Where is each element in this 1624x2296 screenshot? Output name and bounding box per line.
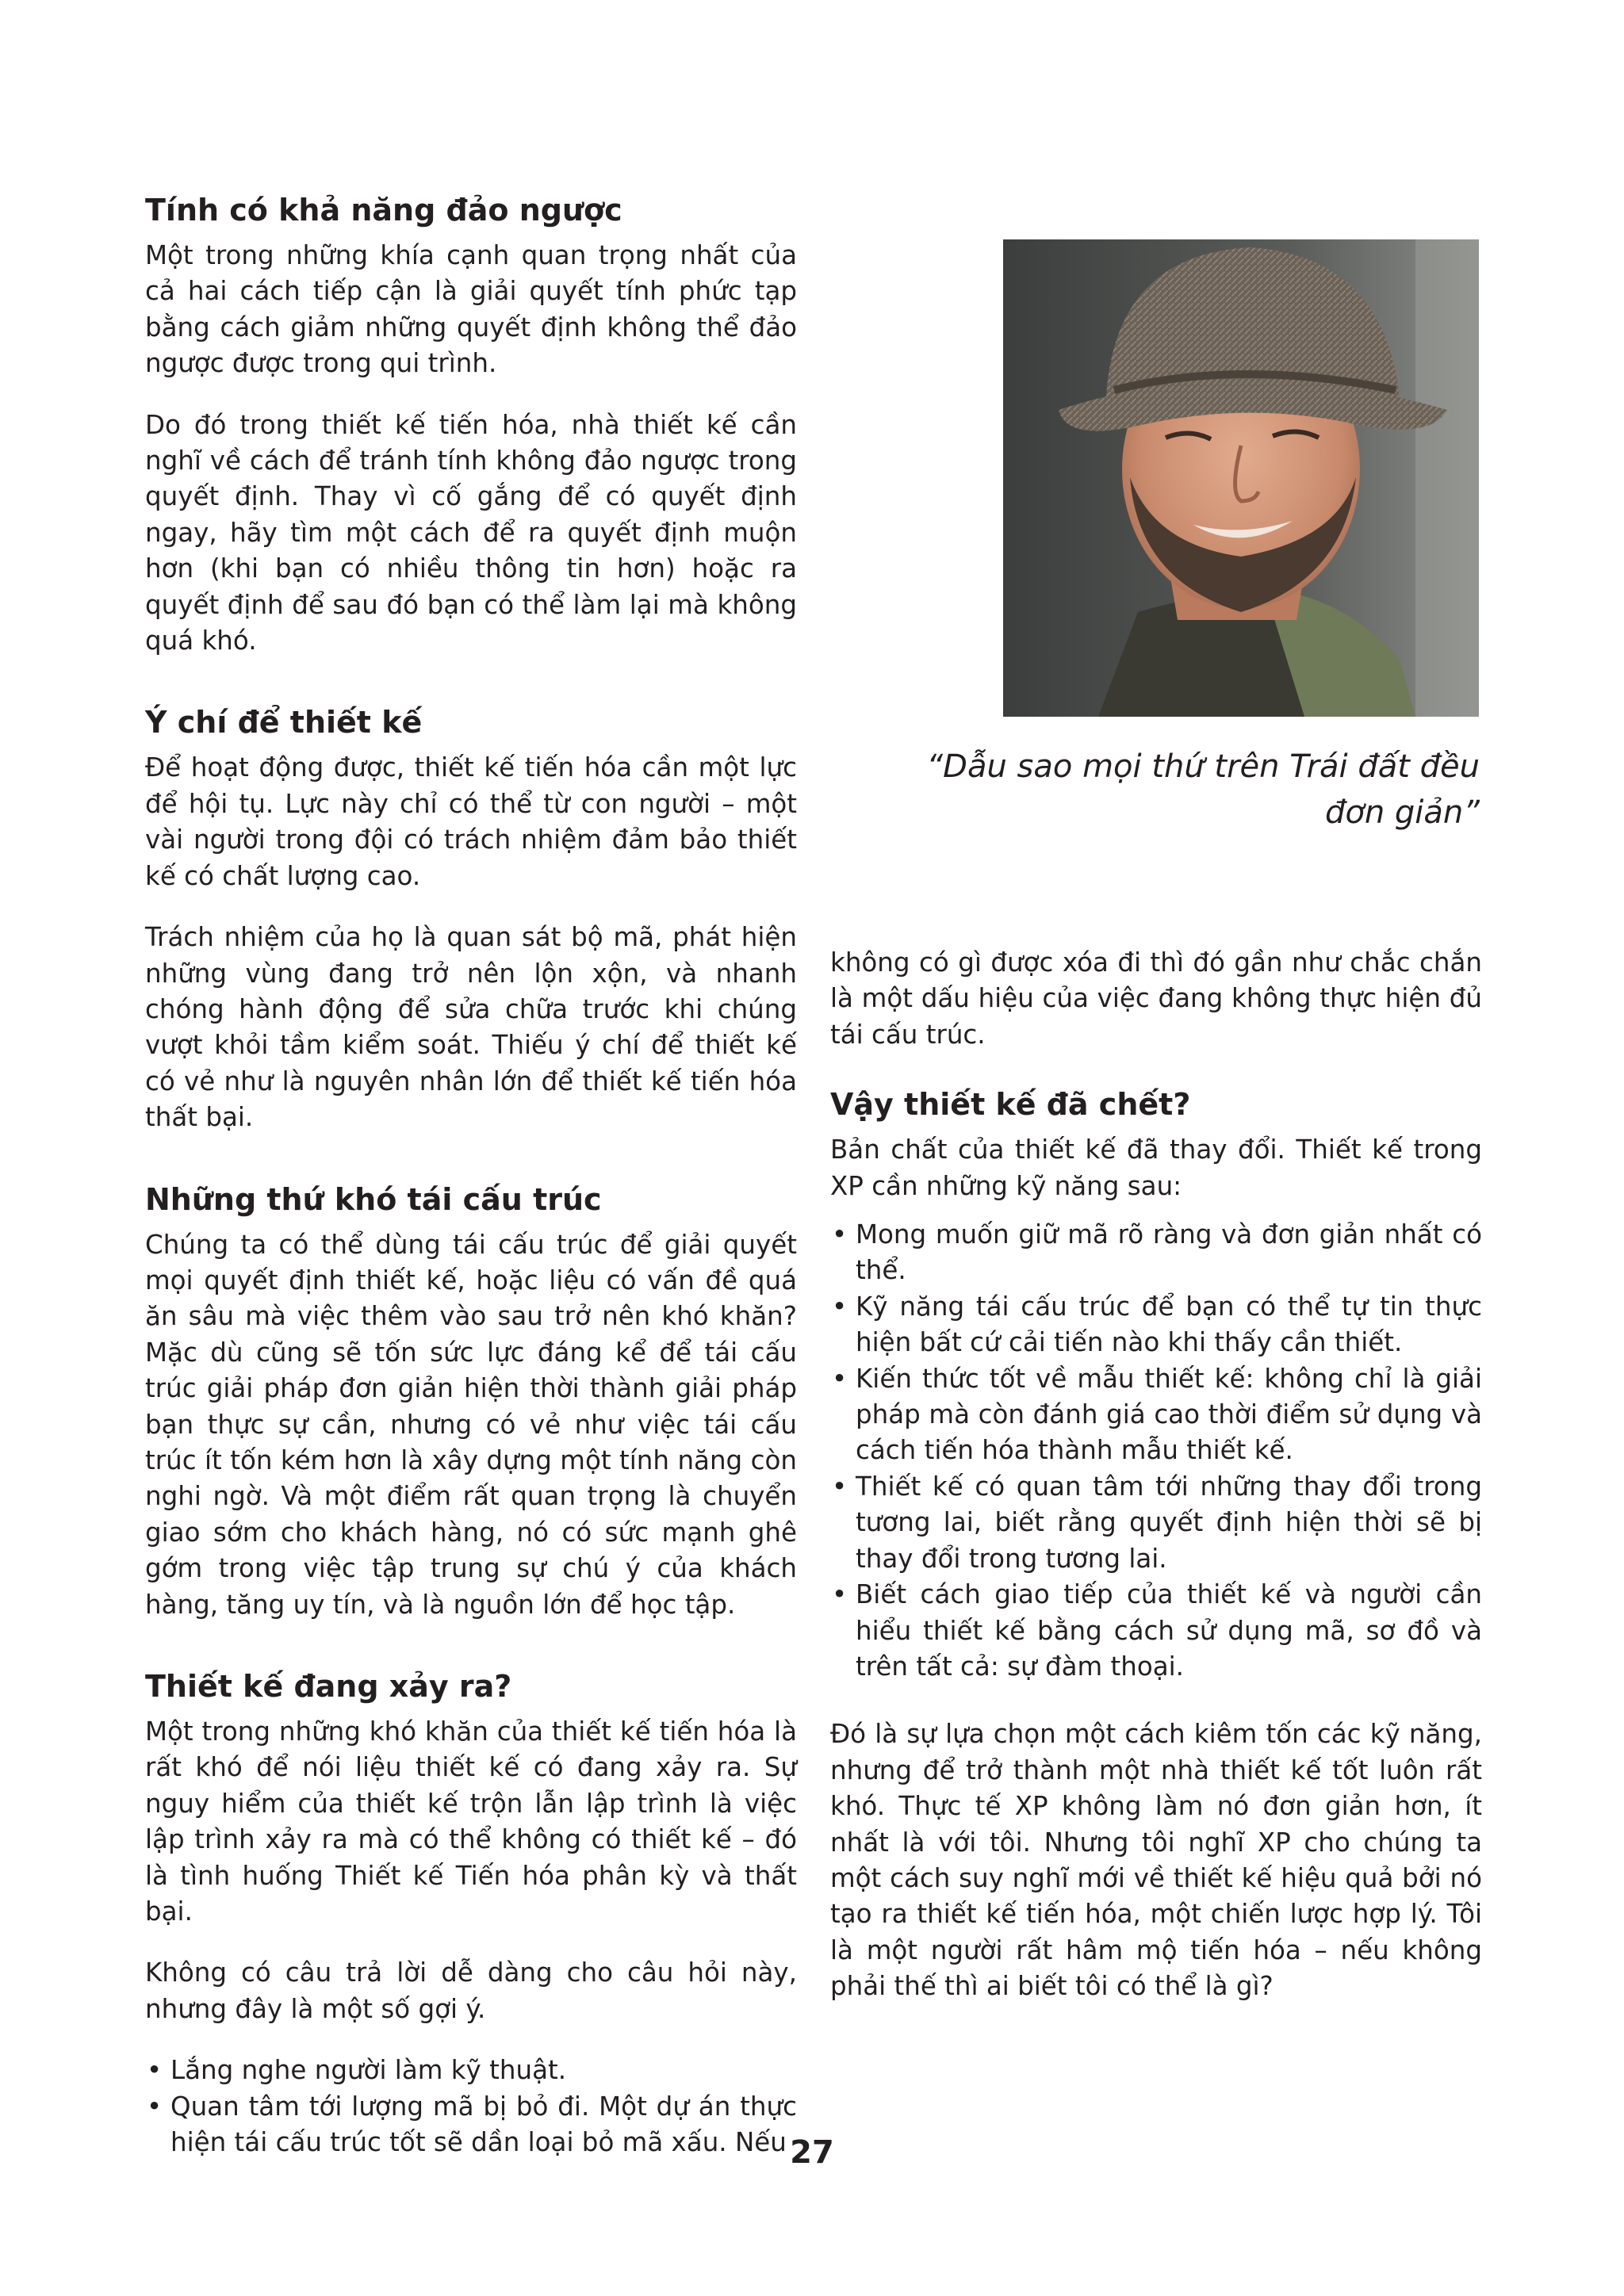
- paragraph: Đó là sự lựa chọn một cách kiêm tốn các kỹ năng, nhưng để trở thành một nhà thiết kế tốt luôn rất khó. Thực tế XP không làm nó đơn giản hơn, ít nhất là với tôi. Nhưng tôi nghĩ XP cho chúng ta một cách suy nghĩ mới về thiết kế hiệu quả bởi nó tạo ra thiết kế tiến hóa, một chiến lược hợp lý. Tôi là một người rất hâm mộ tiến hóa – nếu không phải thế thì ai biết tôi có thể là gì?: [830, 1719, 1482, 2002]
- list-item: • Mong muốn giữ mã rõ ràng và đơn giản nhất có thể.: [830, 1217, 1482, 1289]
- heading-reversibility: Tính có khả năng đảo ngược: [145, 193, 622, 228]
- paragraph: Do đó trong thiết kế tiến hóa, nhà thiết kế cần nghĩ về cách để tránh tính không đảo ngược trong quyết định. Thay vì cố gắng để có quyết định ngay, hãy tìm một cách để ra quyết định muộn hơn (khi bạn có nhiều thông tin hơn) hoặc ra quyết định để sau đó bạn có thể làm lại mà không quá khó.: [145, 409, 797, 656]
- heading-is-design-happening: Thiết kế đang xảy ra?: [145, 1669, 512, 1704]
- portrait-photo: [1003, 239, 1479, 717]
- paragraph: Bản chất của thiết kế đã thay đổi. Thiết kế trong XP cần những kỹ năng sau:: [830, 1135, 1482, 1201]
- page-number: 27: [790, 2134, 834, 2171]
- list-item: • Thiết kế có quan tâm tới những thay đổi trong tương lai, biết rằng quyết định hiện thời sẽ bị thay đổi trong tương lai.: [830, 1469, 1482, 1577]
- photo-caption-quote: “Dẫu sao mọi thứ trên Trái đất đều đơn giản”: [926, 748, 1480, 831]
- paragraph: Một trong những khó khăn của thiết kế tiến hóa là rất khó để nói liệu thiết kế có đang xảy ra. Sự nguy hiểm của thiết kế trộn lẫn lập trình là việc lập trình xảy ra mà có thể không có thiết kế – đó là tình huống Thiết kế Tiến hóa phân kỳ và thất bại.: [145, 1716, 797, 1927]
- right-column: [830, 945, 1482, 2005]
- paragraph: không có gì được xóa đi thì đó gần như chắc chắn là một dấu hiệu của việc đang không thực hiện đủ tái cấu trúc.: [830, 947, 1482, 1050]
- paragraph: Một trong những khía cạnh quan trọng nhất của cả hai cách tiếp cận là giải quyết tính phức tạp bằng cách giảm những quyết định không thể đảo ngược được trong qui trình.: [145, 240, 797, 379]
- list-item: • Quan tâm tới lượng mã bị bỏ đi. Một dự án thực hiện tái cấu trúc tốt sẽ dần loại bỏ mã xấu. Nếu: [145, 2089, 797, 2161]
- list-item: • Lắng nghe người làm kỹ thuật.: [145, 2053, 797, 2088]
- left-column: [145, 190, 797, 2160]
- paragraph: Không có câu trả lời dễ dàng cho câu hỏi này, nhưng đây là một số gợi ý.: [145, 1957, 797, 2024]
- paragraph: Để hoạt động được, thiết kế tiến hóa cần một lực để hội tụ. Lực này chỉ có thể từ con người – một vài người trong đội có trách nhiệm đảm bảo thiết kế có chất lượng cao.: [145, 752, 797, 891]
- portrait-image: [1003, 239, 1479, 717]
- list-item: • Kiến thức tốt về mẫu thiết kế: không chỉ là giải pháp mà còn đánh giá cao thời điểm sử dụng và cách tiến hóa thành mẫu thiết kế.: [830, 1361, 1482, 1469]
- list-item: • Kỹ năng tái cấu trúc để bạn có thể tự tin thực hiện bất cứ cải tiến nào khi thấy cần thiết.: [830, 1289, 1482, 1361]
- bullet-list: [830, 1217, 1482, 1685]
- heading-is-design-dead: Vậy thiết kế đã chết?: [830, 1087, 1191, 1123]
- list-item: • Biết cách giao tiếp của thiết kế và người cần hiểu thiết kế bằng cách sử dụng mã, sơ đồ và trên tất cả: sự đàm thoại.: [830, 1577, 1482, 1685]
- paragraph: Chúng ta có thể dùng tái cấu trúc để giải quyết mọi quyết định thiết kế, hoặc liệu có vấn đề quá ăn sâu mà việc thêm vào sau trở nên khó khăn? Mặc dù cũng sẽ tốn sức lực đáng kể để tái cấu trúc giải pháp đơn giản hiện thời thành giải pháp bạn thực sự cần, nhưng có vẻ như việc tái cấu trúc ít tốn kém hơn là xây dựng một tính năng còn nghi ngờ. Và một điểm rất quan trọng là chuyển giao sớm cho khách hàng, nó có sức mạnh ghê gớm trong việc tập trung sự chú ý của khách hàng, tăng uy tín, và là nguồn lớn để học tập.: [145, 1229, 797, 1620]
- heading-will-to-design: Ý chí để thiết kế: [145, 705, 423, 740]
- heading-hard-to-refactor: Những thứ khó tái cấu trúc: [145, 1181, 602, 1217]
- paragraph: Trách nhiệm của họ là quan sát bộ mã, phát hiện những vùng đang trở nên lộn xộn, và nhanh chóng hành động để sửa chữa trước khi chúng vượt khỏi tầm kiểm soát. Thiếu ý chí để thiết kế có vẻ như là nguyên nhân lớn để thiết kế tiến hóa thất bại.: [145, 922, 797, 1133]
